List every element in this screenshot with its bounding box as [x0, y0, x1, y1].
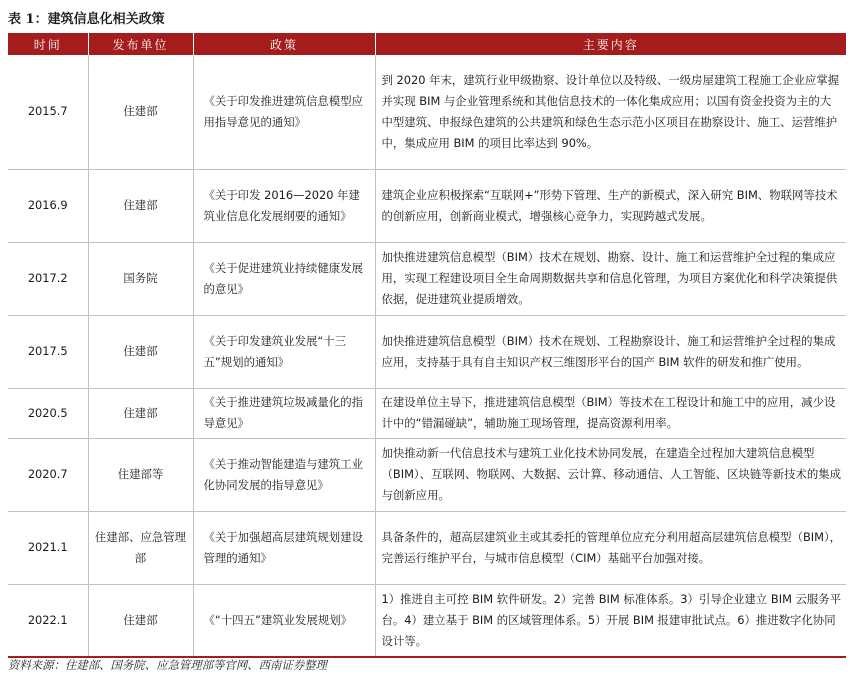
cell-content: 到 2020 年末，建筑行业甲级勘察、设计单位以及特级、一级房屋建筑工程施工企业应掌握并实现 BIM 与企业管理系统和其他信息技术的一体化集成应用；以国有资金投资为主的大中型建筑、申报绿色建筑的公共建筑和绿色生态示范小区项目在勘察设计、施工、运营维护中，集成应用 BIM 的项目比率达到 90%。 — [375, 55, 846, 169]
table-row — [8, 242, 846, 315]
cell-policy: 《关于推进建筑垃圾减量化的指导意见》 — [193, 388, 375, 438]
header-unit: 发布单位 — [88, 33, 193, 55]
cell-time: 2016.9 — [8, 169, 88, 242]
cell-unit: 住建部 — [88, 55, 193, 169]
cell-time: 2017.2 — [8, 242, 88, 315]
cell-time: 2021.1 — [8, 511, 88, 584]
cell-content: 具备条件的，超高层建筑业主或其委托的管理单位应充分利用超高层建筑信息模型（BIM），完善运行维护平台，与城市信息模型（CIM）基础平台加强对接。 — [375, 511, 846, 584]
cell-unit: 国务院 — [88, 242, 193, 315]
cell-policy: 《关于印发 2016—2020 年建筑业信息化发展纲要的通知》 — [193, 169, 375, 242]
cell-content: 建筑企业应积极探索“互联网+”形势下管理、生产的新模式，深入研究 BIM、物联网等技术的创新应用，创新商业模式，增强核心竞争力，实现跨越式发展。 — [375, 169, 846, 242]
table-row — [8, 584, 846, 657]
policy-table — [8, 33, 846, 658]
cell-policy: 《关于推动智能建造与建筑工业化协同发展的指导意见》 — [193, 438, 375, 511]
cell-content: 加快推进建筑信息模型（BIM）技术在规划、工程勘察设计、施工和运营维护全过程的集成应用，支持基于具有自主知识产权三维图形平台的国产 BIM 软件的研发和推广使用。 — [375, 315, 846, 388]
cell-unit: 住建部、应急管理部 — [88, 511, 193, 584]
cell-time: 2020.5 — [8, 388, 88, 438]
cell-content: 在建设单位主导下，推进建筑信息模型（BIM）等技术在工程设计和施工中的应用，减少设计中的“错漏碰缺”，辅助施工现场管理，提高资源利用率。 — [375, 388, 846, 438]
cell-unit: 住建部 — [88, 584, 193, 657]
cell-unit: 住建部等 — [88, 438, 193, 511]
table-header-row — [8, 33, 846, 55]
cell-content: 加快推进建筑信息模型（BIM）技术在规划、勘察、设计、施工和运营维护全过程的集成应用，实现工程建设项目全生命周期数据共享和信息化管理，为项目方案优化和科学决策提供依据，促进建筑业提质增效。 — [375, 242, 846, 315]
cell-unit: 住建部 — [88, 315, 193, 388]
table-row — [8, 55, 846, 169]
cell-content: 1）推进自主可控 BIM 软件研发。2）完善 BIM 标准体系。3）引导企业建立 BIM 云服务平台。4）建立基于 BIM 的区域管理体系。5）开展 BIM 报建审批试点。6）推进数字化协同设计等。 — [375, 584, 846, 657]
table-row — [8, 315, 846, 388]
source-note: 资料来源：住建部、国务院、应急管理部等官网、西南证券整理 — [8, 658, 327, 672]
cell-policy: 《关于印发建筑业发展“十三五”规划的通知》 — [193, 315, 375, 388]
cell-content: 加快推动新一代信息技术与建筑工业化技术协同发展，在建造全过程加大建筑信息模型（BIM）、互联网、物联网、大数据、云计算、移动通信、人工智能、区块链等新技术的集成与创新应用。 — [375, 438, 846, 511]
table-caption: 表 1：建筑信息化相关政策 — [8, 12, 165, 27]
cell-time: 2020.7 — [8, 438, 88, 511]
cell-unit: 住建部 — [88, 169, 193, 242]
cell-policy: 《关于印发推进建筑信息模型应用指导意见的通知》 — [193, 55, 375, 169]
cell-unit: 住建部 — [88, 388, 193, 438]
table-row — [8, 388, 846, 438]
header-policy: 政策 — [193, 33, 375, 55]
cell-policy: 《关于促进建筑业持续健康发展的意见》 — [193, 242, 375, 315]
cell-time: 2017.5 — [8, 315, 88, 388]
cell-policy: 《“十四五”建筑业发展规划》 — [193, 584, 375, 657]
table-row — [8, 169, 846, 242]
table-row — [8, 438, 846, 511]
cell-time: 2015.7 — [8, 55, 88, 169]
cell-policy: 《关于加强超高层建筑规划建设管理的通知》 — [193, 511, 375, 584]
cell-time: 2022.1 — [8, 584, 88, 657]
header-time: 时间 — [8, 33, 88, 55]
table-row — [8, 511, 846, 584]
header-content: 主要内容 — [375, 33, 846, 55]
